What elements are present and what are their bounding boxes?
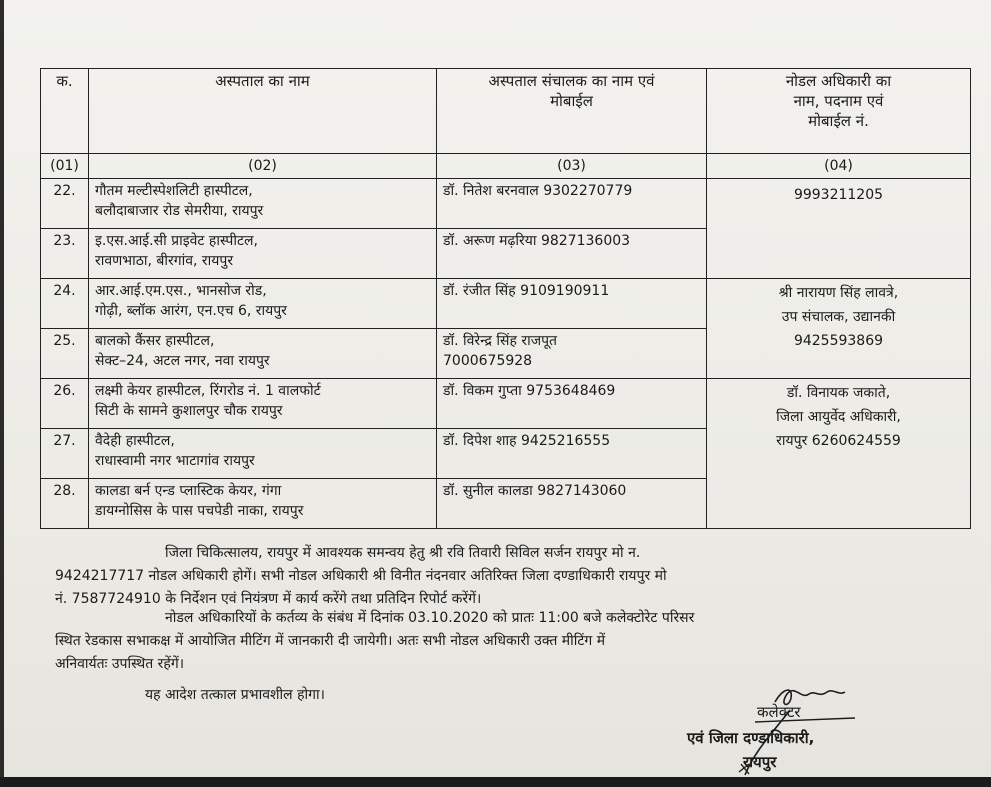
hospital-name-cell <box>89 479 437 529</box>
operator-name: डॉ. सुनील कालडा 9827143060 <box>443 483 627 499</box>
bottom-scan-edge <box>0 777 991 787</box>
hospital-address: बलौदाबाजार रोड सेमरीया, रायपुर <box>95 203 264 219</box>
column-number: (01) <box>41 154 89 179</box>
operator-cell <box>437 379 707 429</box>
hospital-address: राधास्वामी नगर भाटागांव रायपुर <box>95 453 255 469</box>
signature-block <box>687 680 955 780</box>
row-serial: 27. <box>41 429 89 479</box>
operator-cell <box>437 329 707 379</box>
hospital-address: गोढ़ी, ब्लॉक आरंग, एन.एच 6, रायपुर <box>95 303 287 319</box>
operator-cell <box>437 279 707 329</box>
hospital-name-cell <box>89 379 437 429</box>
hospital-name: वैदेही हास्पीटल, <box>95 433 175 449</box>
header-nodal-line: नाम, पदनाम एवं <box>793 92 884 110</box>
paragraph-line: अनिवार्यतः उपस्थित रहेंगें। <box>55 656 185 672</box>
nodal-officer-line: उप संचालक, उद्यानकी <box>781 309 896 325</box>
hospital-name: इ.एस.आई.सी प्राइवेट हास्पीटल, <box>95 233 258 249</box>
operator-cell <box>437 429 707 479</box>
page-edge-shadow <box>0 0 4 787</box>
nodal-officer-cell <box>707 279 971 379</box>
header-serial: क. <box>41 69 89 154</box>
column-number: (03) <box>437 154 707 179</box>
column-number: (02) <box>89 154 437 179</box>
row-serial: 22. <box>41 179 89 229</box>
table-row <box>41 179 971 229</box>
operator-name: डॉ. विरेन्द्र सिंह राजपूत <box>443 333 558 349</box>
hospital-name-cell <box>89 179 437 229</box>
hospital-address: सिटी के सामने कुशालपुर चौक रायपुर <box>95 403 283 419</box>
signature-title: एवं जिला दण्डाधिकारी, <box>687 729 815 747</box>
nodal-officer-line: 9993211205 <box>793 187 884 203</box>
table-header-row <box>41 69 971 154</box>
hospital-name: बालको कैंसर हास्पीटल, <box>95 333 215 349</box>
hospital-name-cell <box>89 279 437 329</box>
header-operator-line: मोबाईल <box>550 92 593 110</box>
operator-cell <box>437 179 707 229</box>
operator-name: डॉ. रंजीत सिंह 9109190911 <box>443 283 610 299</box>
hospital-address: सेक्ट–24, अटल नगर, नवा रायपुर <box>95 353 270 369</box>
nodal-officer-line: जिला आयुर्वेद अधिकारी, <box>776 409 901 425</box>
operator-name: डॉ. दिपेश शाह 9425216555 <box>443 433 611 449</box>
paragraph-line: यह आदेश तत्काल प्रभावशील होगा। <box>145 687 325 703</box>
hospital-name-cell <box>89 429 437 479</box>
row-serial: 25. <box>41 329 89 379</box>
nodal-officer-line: 9425593869 <box>793 333 884 349</box>
operator-name: डॉ. नितेश बरनवाल 9302270779 <box>443 183 633 199</box>
paragraph-coordination <box>55 542 967 611</box>
nodal-officer-cell <box>707 179 971 279</box>
header-operator-line: अस्पताल संचालक का नाम एवं <box>488 72 655 90</box>
paragraph-line: नोडल अधिकारियों के कर्तव्य के संबंध में दिनांक 03.10.2020 को प्रातः 11:00 बजे कलेक्टोरेट परिसर <box>165 610 695 626</box>
hospital-name: गौतम मल्टीस्पेशलिटी हास्पीटल, <box>95 183 253 199</box>
row-serial: 26. <box>41 379 89 429</box>
paragraph-line: स्थित रेडकास सभाकक्ष में आयोजित मीटिंग में जानकारी दी जायेगी। अतः सभी नोडल अधिकारी उक्त मीटिंग में <box>55 633 606 649</box>
paragraph-meeting <box>55 607 967 676</box>
table-row <box>41 379 971 429</box>
header-hospital-name: अस्पताल का नाम <box>89 69 437 154</box>
hospital-name: कालडा बर्न एन्ड प्लास्टिक केयर, गंगा <box>95 483 282 499</box>
row-serial: 28. <box>41 479 89 529</box>
hospital-name: लक्ष्मी केयर हास्पीटल, रिंगरोड नं. 1 वालफोर्ट <box>95 383 321 399</box>
row-serial: 24. <box>41 279 89 329</box>
operator-cell <box>437 479 707 529</box>
paragraph-line: नं. 7587724910 के निर्देशन एवं नियंत्रण में कार्य करेंगे तथा प्रतिदिन रिपोर्ट करेंगें। <box>55 591 482 607</box>
header-nodal-line: नोडल अधिकारी का <box>785 72 892 90</box>
signature-city: रायपुर <box>743 753 777 771</box>
column-number: (04) <box>707 154 971 179</box>
header-operator <box>437 69 707 154</box>
nodal-officer-cell <box>707 379 971 529</box>
hospital-address: रावणभाठा, बीरगांव, रायपुर <box>95 253 234 269</box>
operator-name: डॉ. विकम गुप्ता 9753648469 <box>443 383 616 399</box>
operator-cell <box>437 229 707 279</box>
nodal-officer-line: डॉ. विनायक जकाते, <box>786 385 891 401</box>
paragraph-line: 9424217717 नोडल अधिकारी होगें। सभी नोडल अधिकारी श्री विनीत नंदनवार अतिरिक्त जिला दण्डाधिकारी रायपुर मो <box>55 568 667 584</box>
row-serial: 23. <box>41 229 89 279</box>
hospital-address: डायग्नोसिस के पास पचपेडी नाका, रायपुर <box>95 503 304 519</box>
header-nodal-line: मोबाईल नं. <box>808 112 869 130</box>
hospital-name-cell <box>89 229 437 279</box>
hospital-name-cell <box>89 329 437 379</box>
hospital-name: आर.आई.एम.एस., भानसोज रोड, <box>95 283 267 299</box>
nodal-officer-line: रायपुर 6260624559 <box>776 433 901 449</box>
signature-designation: कलेक्टर <box>757 703 801 721</box>
table-row <box>41 279 971 329</box>
operator-mobile: 7000675928 <box>443 353 533 369</box>
hospital-table <box>40 68 971 529</box>
column-number-row <box>41 154 971 179</box>
operator-name: डॉ. अरूण मढ़रिया 9827136003 <box>443 233 631 249</box>
header-nodal-officer <box>707 69 971 154</box>
nodal-officer-line: श्री नारायण सिंह लावत्रे, <box>778 285 899 301</box>
paragraph-line: जिला चिकित्सालय, रायपुर में आवश्यक समन्वय हेतु श्री रवि तिवारी सिविल सर्जन रायपुर मो न. <box>165 545 641 561</box>
